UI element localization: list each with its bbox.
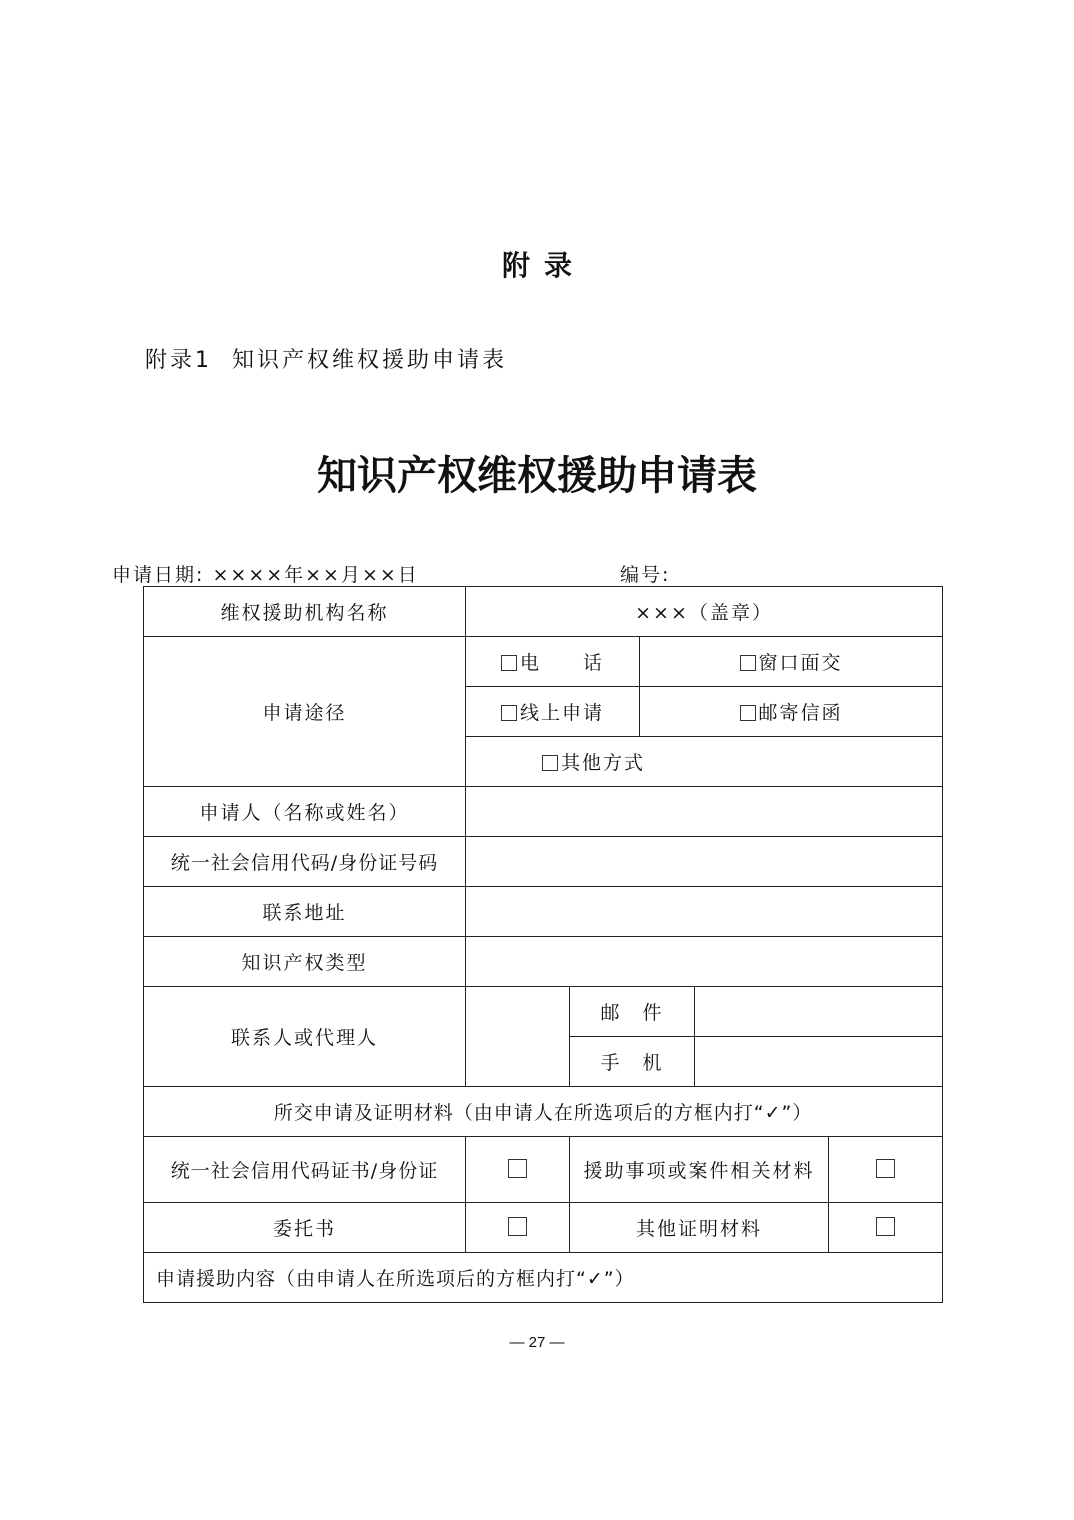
aid-content-header: 申请援助内容（由申请人在所选项后的方框内打“✓”） xyxy=(144,1253,943,1303)
channel-other-label: 其他方式 xyxy=(561,752,646,774)
materials-header-row xyxy=(144,1087,943,1137)
channel-mail-option[interactable] xyxy=(640,687,943,737)
applicant-label: 申请人（名称或姓名） xyxy=(144,787,466,837)
material-other-check[interactable] xyxy=(829,1203,943,1253)
material-poa-check[interactable] xyxy=(466,1203,570,1253)
channel-window-option[interactable] xyxy=(640,637,943,687)
material-other-label: 其他证明材料 xyxy=(570,1203,829,1253)
ip-type-label: 知识产权类型 xyxy=(144,937,466,987)
appendix-subtitle: 附录1 知识产权维权援助申请表 xyxy=(145,348,507,373)
checkbox-icon[interactable] xyxy=(876,1217,895,1236)
form-title: 知识产权维权援助申请表 xyxy=(317,452,757,499)
checkbox-icon[interactable] xyxy=(740,705,756,721)
application-form-table xyxy=(143,586,943,1303)
contact-row-1 xyxy=(144,987,943,1037)
applicant-field[interactable] xyxy=(466,787,943,837)
channel-label: 申请途径 xyxy=(144,637,466,787)
email-field[interactable] xyxy=(695,987,943,1037)
channel-phone-option[interactable] xyxy=(466,637,640,687)
channel-online-label: 线上申请 xyxy=(519,702,604,724)
channel-window-label: 窗口面交 xyxy=(758,652,843,674)
materials-row-1 xyxy=(144,1137,943,1203)
material-case-docs-check[interactable] xyxy=(829,1137,943,1203)
checkbox-icon[interactable] xyxy=(508,1217,527,1236)
checkbox-icon[interactable] xyxy=(542,755,558,771)
credit-code-label: 统一社会信用代码/身份证号码 xyxy=(144,837,466,887)
checkbox-icon[interactable] xyxy=(508,1159,527,1178)
channel-mail-label: 邮寄信函 xyxy=(758,702,843,724)
checkbox-icon[interactable] xyxy=(501,655,517,671)
appendix-heading: 附录 xyxy=(501,249,586,282)
channel-online-option[interactable] xyxy=(466,687,640,737)
credit-code-field[interactable] xyxy=(466,837,943,887)
material-credit-cert-check[interactable] xyxy=(466,1137,570,1203)
page-number: — 27 — xyxy=(509,1334,565,1351)
checkbox-icon[interactable] xyxy=(501,705,517,721)
channel-row-1 xyxy=(144,637,943,687)
material-credit-cert-label: 统一社会信用代码证书/身份证 xyxy=(144,1137,466,1203)
channel-phone-label: 电 话 xyxy=(519,652,604,674)
aid-content-header-row xyxy=(144,1253,943,1303)
address-label: 联系地址 xyxy=(144,887,466,937)
credit-code-row xyxy=(144,837,943,887)
material-case-docs-label: 援助事项或案件相关材料 xyxy=(570,1137,829,1203)
materials-row-2 xyxy=(144,1203,943,1253)
channel-other-option[interactable] xyxy=(466,737,943,787)
org-name-value: ×××（盖章） xyxy=(466,587,943,637)
org-name-row xyxy=(144,587,943,637)
ip-type-row xyxy=(144,937,943,987)
applicant-row xyxy=(144,787,943,837)
checkbox-icon[interactable] xyxy=(740,655,756,671)
checkbox-icon[interactable] xyxy=(876,1159,895,1178)
materials-header: 所交申请及证明材料（由申请人在所选项后的方框内打“✓”） xyxy=(144,1087,943,1137)
org-name-label: 维权援助机构名称 xyxy=(144,587,466,637)
mobile-field[interactable] xyxy=(695,1037,943,1087)
material-poa-label: 委托书 xyxy=(144,1203,466,1253)
contact-name-field[interactable] xyxy=(466,987,570,1087)
address-row xyxy=(144,887,943,937)
contact-label: 联系人或代理人 xyxy=(144,987,466,1087)
email-label: 邮 件 xyxy=(570,987,695,1037)
application-date-line: 申请日期: ××××年××月××日 xyxy=(112,564,419,586)
address-field[interactable] xyxy=(466,887,943,937)
mobile-label: 手 机 xyxy=(570,1037,695,1087)
serial-number-line: 编号: xyxy=(620,564,671,586)
ip-type-field[interactable] xyxy=(466,937,943,987)
